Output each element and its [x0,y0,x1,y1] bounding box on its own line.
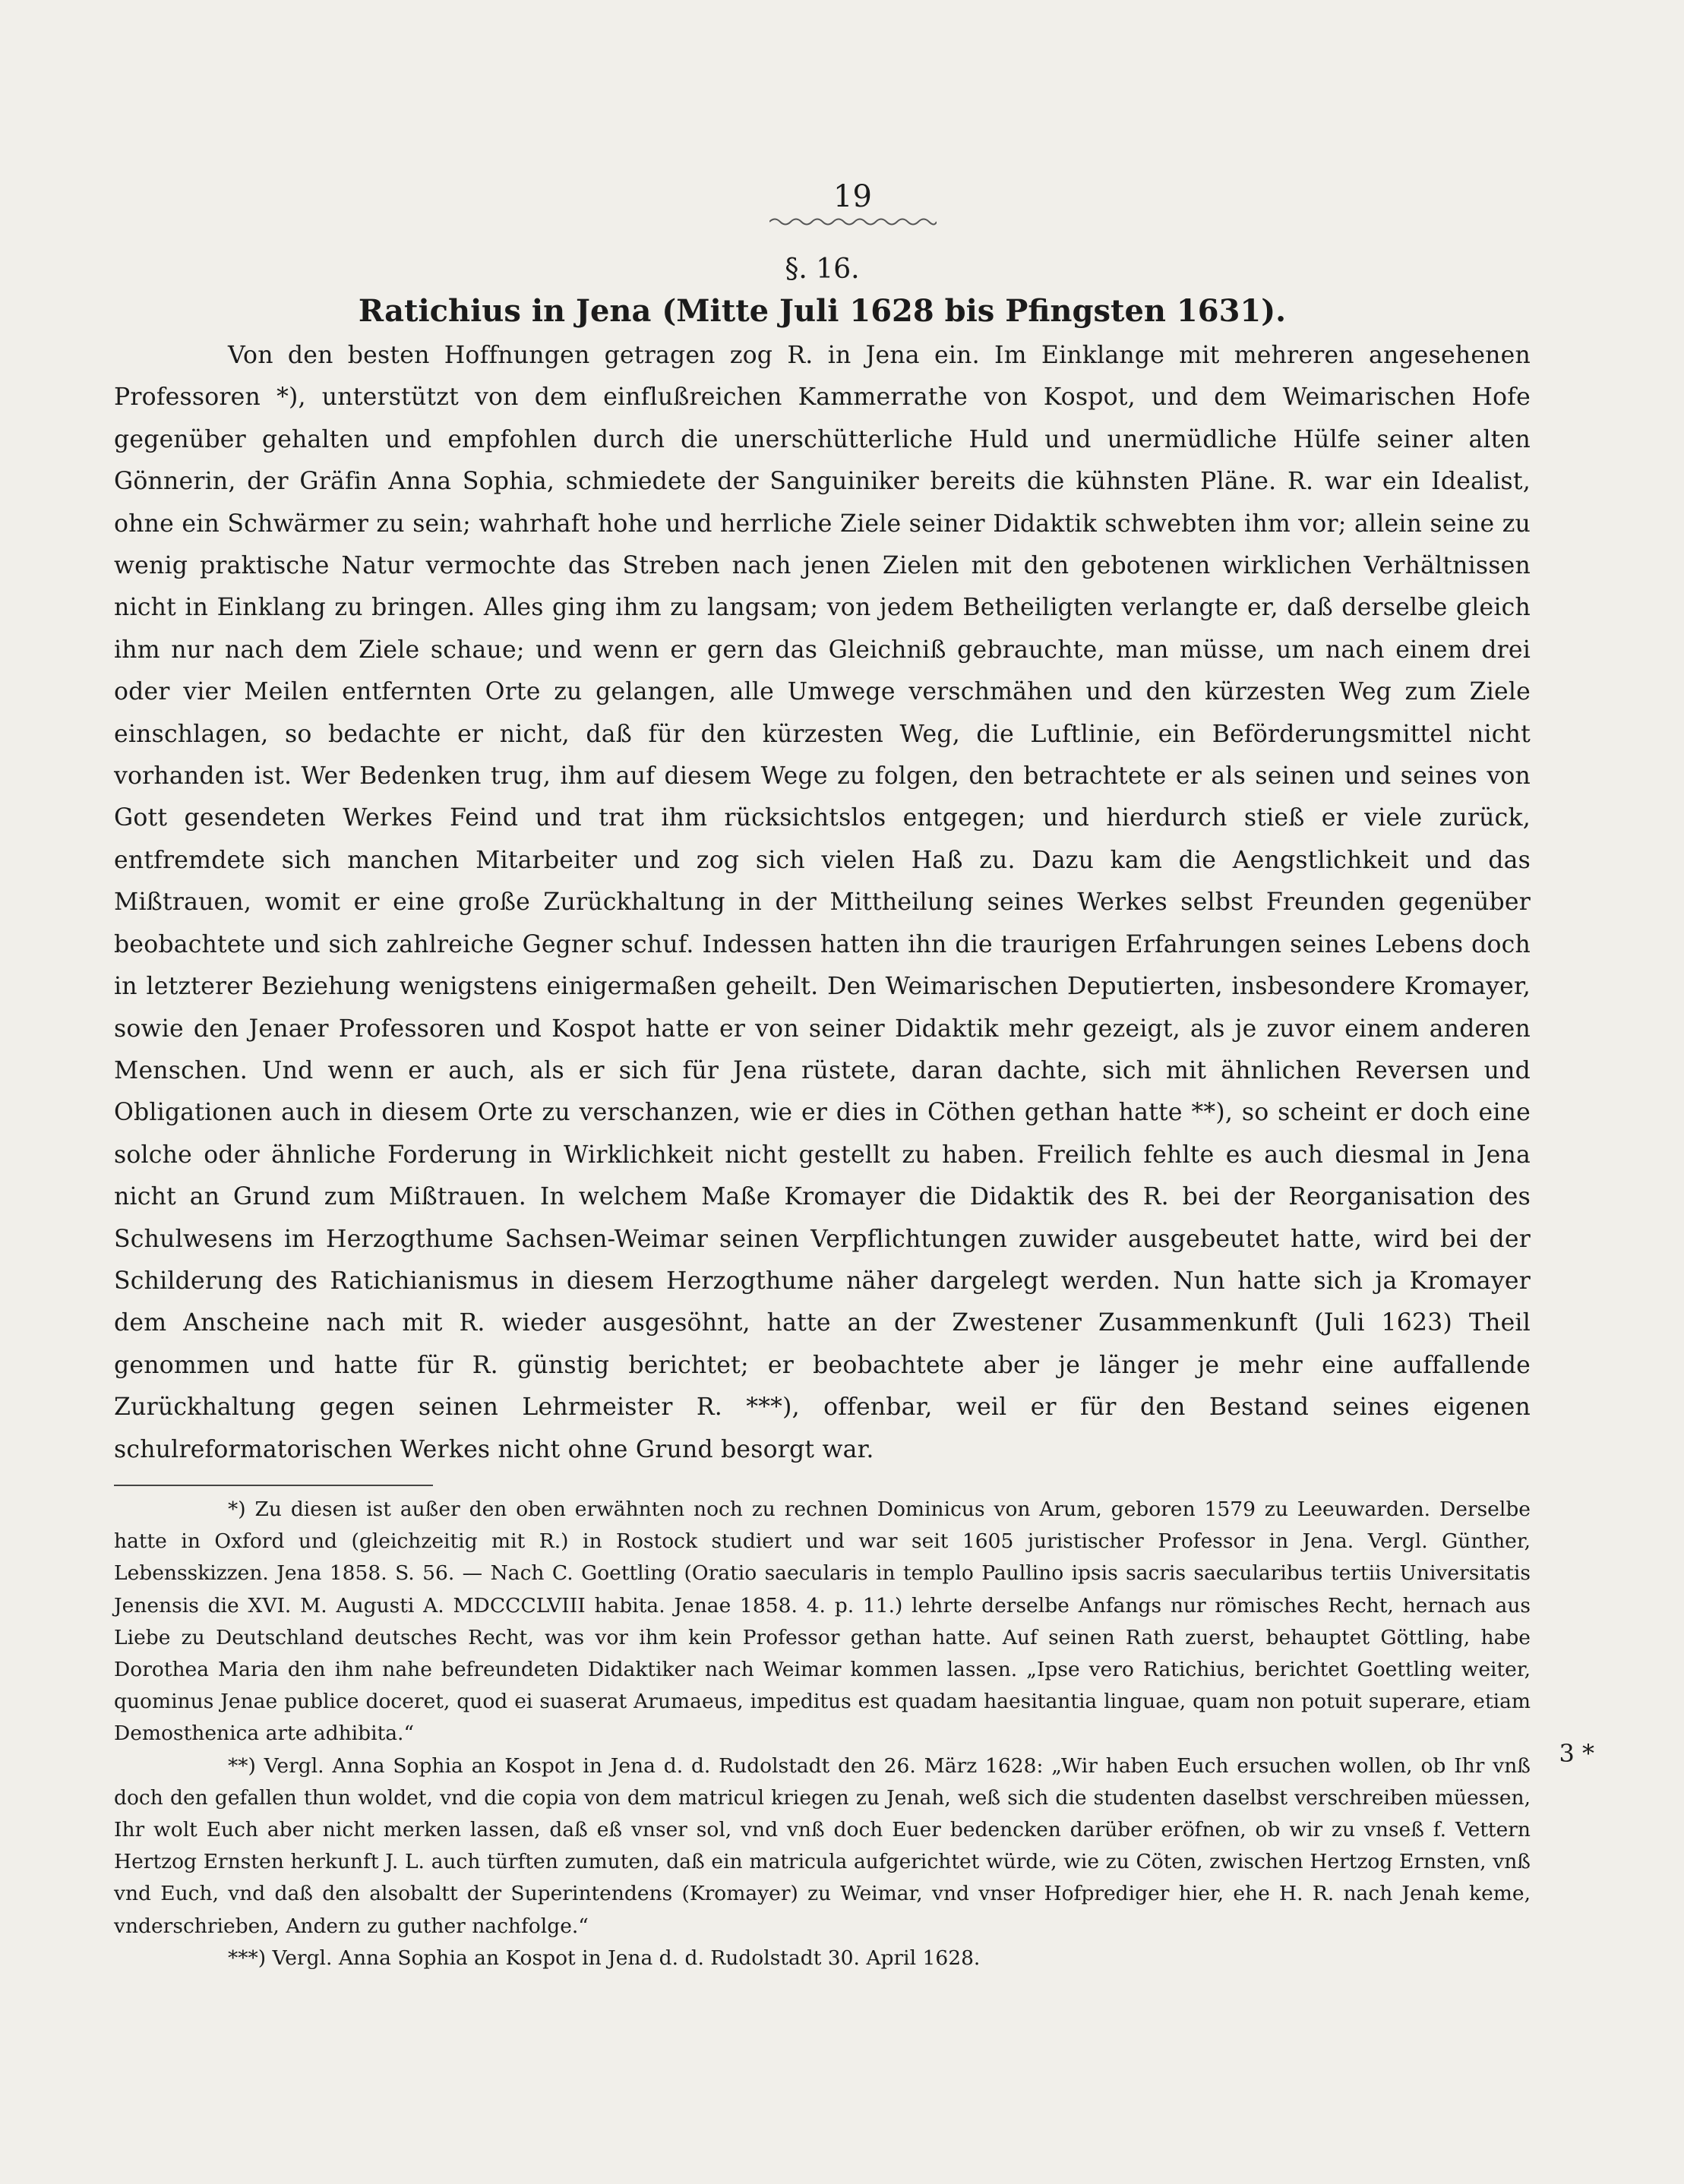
printer-signature: 3 * [1559,1739,1594,1768]
chapter-title: Ratichius in Jena (Mitte Juli 1628 bis Pfingsten 1631). [358,293,1287,329]
section-number: §. 16. [785,254,860,285]
footnote-3: ***) Vergl. Anna Sophia an Kospot in Jena d. d. Rudolstadt 30. April 1628. [228,1946,981,1970]
footnote-2: **) Vergl. Anna Sophia an Kospot in Jena d. d. Rudolstadt den 26. März 1628: „Wir haben Euch ersuchen wollen, ob Ihr vnß doch den gefallen thun woldet, vnd die copia von dem matricul kriegen zu Jenah, weß sich die studenten daselbst verschreiben müessen, Ihr wolt Euch aber nicht merken lassen, daß eß vnser sol, vnd vnß doch Euer bedencken darüber eröfnen, ob wir zu vnseß f. Vettern Hertzog Ernsten herkunft J. L. auch türften zumuten, daß ein matricula aufgerichtet würde, wie zu Cöten, zwischen Hertzog Ernsten, vnß vnd Euch, vnd daß den alsobaltt der Superintendens (Kromayer) zu Weimar, vnd vnser Hofprediger hier, ehe H. R. nach Jenah keme, vnderschrieben, Andern zu guther nachfolge.“ [114,1753,1531,1938]
main-text [114,335,1531,1471]
page-number: 19 [833,179,872,214]
footnote-divider [114,1485,433,1486]
document-page [114,178,1531,2122]
decorative-wave-rule [769,215,937,229]
body-paragraph: Von den besten Hoffnungen getragen zog R. in Jena ein. Im Einklange mit mehreren angesehenen Professoren *), unterstützt von dem einflußreichen Kammerrathe von Kospot, und dem Weimarischen Hofe gegenüber gehalten und empfohlen durch die unerschütterliche Huld und unermüdliche Hülfe seiner alten Gönnerin, der Gräfin Anna Sophia, schmiedete der Sanguiniker bereits die kühnsten Pläne. R. war ein Idealist, ohne ein Schwärmer zu sein; wahrhaft hohe und herrliche Ziele seiner Didaktik schwebten ihm vor; allein seine zu wenig praktische Natur vermochte das Streben nach jenen Zielen mit den gebotenen wirklichen Verhältnissen nicht in Einklang zu bringen. Alles ging ihm zu langsam; von jedem Betheiligten verlangte er, daß derselbe gleich ihm nur nach dem Ziele schaue; und wenn er gern das Gleichniß gebrauchte, man müsse, um nach einem drei oder vier Meilen entfernten Orte zu gelangen, alle Umwege verschmähen und den kürzesten Weg zum Ziele einschlagen, so bedachte er nicht, daß für den kürzesten Weg, die Luftlinie, ein Beförderungsmittel nicht vorhanden ist. Wer Bedenken trug, ihm auf diesem Wege zu folgen, den betrachtete er als seinen und seines von Gott gesendeten Werkes Feind und trat ihm rücksichtslos entgegen; und hierdurch stieß er viele zurück, entfremdete sich manchen Mitarbeiter und zog sich vielen Haß zu. Dazu kam die Aengstlichkeit und das Mißtrauen, womit er eine große Zurückhaltung in der Mittheilung seines Werkes selbst Freunden gegenüber beobachtete und sich zahlreiche Gegner schuf. Indessen hatten ihn die traurigen Erfahrungen seines Lebens doch in letzterer Beziehung wenigstens einigermaßen geheilt. Den Weimarischen Deputierten, insbesondere Kromayer, sowie den Jenaer Professoren und Kospot hatte er von seiner Didaktik mehr gezeigt, als je zuvor einem anderen Menschen. Und wenn er auch, als er sich für Jena rüstete, daran dachte, sich mit ähnlichen Reversen und Obligationen auch in diesem Orte zu verschanzen, wie er dies in Cöthen gethan hatte **), so scheint er doch eine solche oder ähnliche Forderung in Wirklichkeit nicht gestellt zu haben. Freilich fehlte es auch diesmal in Jena nicht an Grund zum Mißtrauen. In welchem Maße Kromayer die Didaktik des R. bei der Reorganisation des Schulwesens im Herzogthume Sachsen-Weimar seinen Verpflichtungen zuwider ausgebeutet hatte, wird bei der Schilderung des Ratichianismus in diesem Herzogthume näher dargelegt werden. Nun hatte sich ja Kromayer dem Anscheine nach mit R. wieder ausgesöhnt, hatte an der Zwestener Zusammenkunft (Juli 1623) Theil genommen und hatte für R. günstig berichtet; er beobachtete aber je länger je mehr eine auffallende Zurückhaltung gegen seinen Lehrmeister R. ***), offenbar, weil er für den Bestand seines eigenen schulreformatorischen Werkes nicht ohne Grund besorgt war. [114,342,1531,1463]
footnote-1: *) Zu diesen ist außer den oben erwähnten noch zu rechnen Dominicus von Arum, geboren 1579 zu Leeuwarden. Derselbe hatte in Oxford und (gleichzeitig mit R.) in Rostock studiert und war seit 1605 juristischer Professor in Jena. Vergl. Günther, Lebensskizzen. Jena 1858. S. 56. — Nach C. Goettling (Oratio saecularis in templo Paullino ipsis sacris saecularibus tertiis Universitatis Jenensis die XVI. M. Augusti A. MDCCCLVIII habita. Jenae 1858. 4. p. 11.) lehrte derselbe Anfangs nur römisches Recht, hernach aus Liebe zu Deutschland deutsches Recht, was vor ihm kein Professor gethan hatte. Auf seinen Rath zuerst, behauptet Göttling, habe Dorothea Maria den ihm nahe befreundeten Didaktiker nach Weimar kommen lassen. „Ipse vero Ratichius, berichtet Goettling weiter, quominus Jenae publice doceret, quod ei suaserat Arumaeus, impeditus est quadam haesitantia linguae, quam non potuit superare, etiam Demosthenica arte adhibita.“ [114,1497,1531,1746]
footnotes [114,1494,1531,1974]
